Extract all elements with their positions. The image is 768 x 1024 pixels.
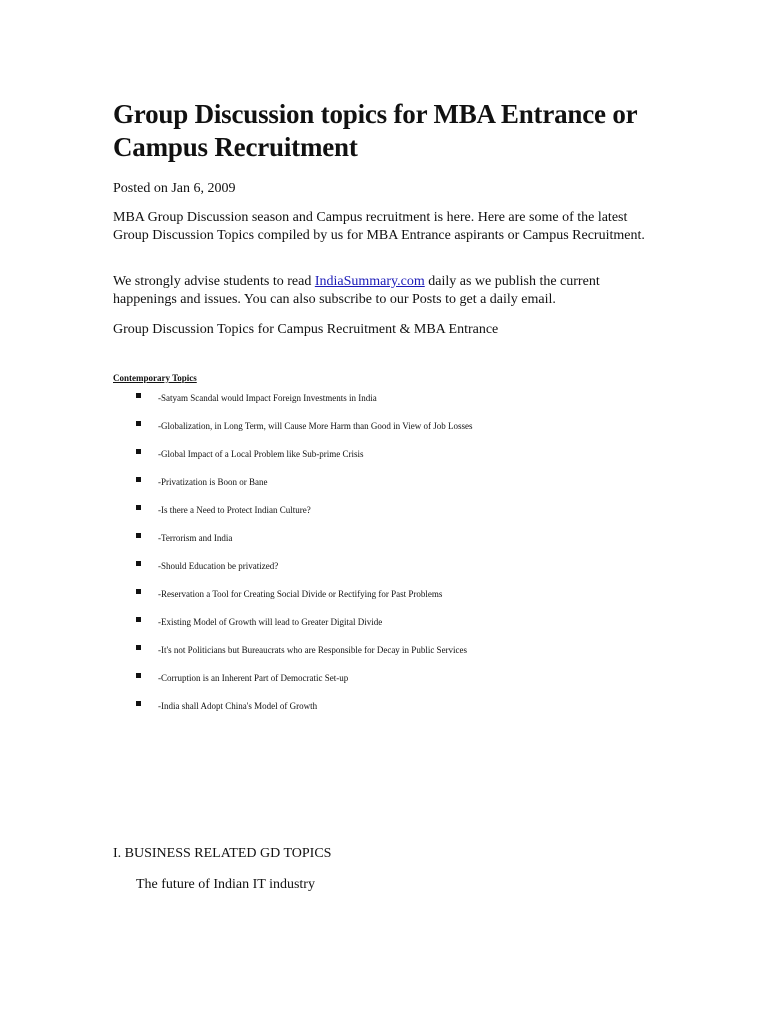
advice-text-before: We strongly advise students to read: [113, 274, 315, 289]
topic-text: -Privatization is Boon or Bane: [158, 477, 268, 487]
topic-text: -Is there a Need to Protect Indian Culture?: [158, 505, 311, 515]
topic-text: -It's not Politicians but Bureaucrats who are Responsible for Decay in Public Services: [158, 645, 468, 655]
list-item: [113, 616, 673, 644]
list-item: [113, 532, 673, 560]
topic-text: -Satyam Scandal would Impact Foreign Investments in India: [158, 393, 377, 403]
list-item: [113, 700, 673, 728]
bullet-icon: [136, 701, 141, 706]
bullet-icon: [136, 533, 141, 538]
bullet-icon: [136, 645, 141, 650]
topic-text: -India shall Adopt China's Model of Growth: [158, 701, 318, 711]
intro-paragraph: MBA Group Discussion season and Campus recruitment is here. Here are some of the latest Group Discussion Topics compiled by us for MBA Entrance aspirants or Campus Recruitment.: [113, 210, 645, 243]
document-title: Group Discussion topics for MBA Entrance or Campus Recruitment: [113, 99, 637, 162]
contemporary-topics-heading: Contemporary Topics: [113, 373, 197, 383]
bullet-icon: [136, 421, 141, 426]
topic-list: [113, 392, 673, 728]
bullet-icon: [136, 617, 141, 622]
bullet-icon: [136, 449, 141, 454]
list-item: [113, 392, 673, 420]
bullet-icon: [136, 477, 141, 482]
topics-subtitle: Group Discussion Topics for Campus Recruitment & MBA Entrance: [113, 322, 499, 337]
bullet-icon: [136, 561, 141, 566]
topic-text: -Reservation a Tool for Creating Social Divide or Rectifying for Past Problems: [158, 589, 443, 599]
bullet-icon: [136, 673, 141, 678]
topic-text: -Corruption is an Inherent Part of Democratic Set-up: [158, 673, 349, 683]
business-gd-heading: I. BUSINESS RELATED GD TOPICS: [113, 846, 332, 861]
business-topic-item: The future of Indian IT industry: [136, 877, 315, 892]
topic-text: -Should Education be privatized?: [158, 561, 279, 571]
document-page: [113, 98, 673, 892]
topic-text: -Existing Model of Growth will lead to Greater Digital Divide: [158, 617, 383, 627]
advice-text-after: daily as we publish the current happenings and issues. You can also subscribe to our Posts to get a daily email.: [113, 274, 600, 307]
topic-text: -Terrorism and India: [158, 533, 233, 543]
list-item: [113, 672, 673, 700]
list-item: [113, 560, 673, 588]
list-item: [113, 448, 673, 476]
posted-date: Posted on Jan 6, 2009: [113, 181, 236, 196]
list-item: [113, 420, 673, 448]
list-item: [113, 476, 673, 504]
topic-text: -Globalization, in Long Term, will Cause More Harm than Good in View of Job Losses: [158, 421, 473, 431]
list-item: [113, 644, 673, 672]
list-item: [113, 588, 673, 616]
bullet-icon: [136, 589, 141, 594]
bullet-icon: [136, 393, 141, 398]
advice-paragraph: [113, 273, 653, 309]
indiasummary-link[interactable]: IndiaSummary.com: [314, 274, 425, 289]
list-item: [113, 504, 673, 532]
bullet-icon: [136, 505, 141, 510]
topic-text: -Global Impact of a Local Problem like Sub-prime Crisis: [158, 449, 364, 459]
